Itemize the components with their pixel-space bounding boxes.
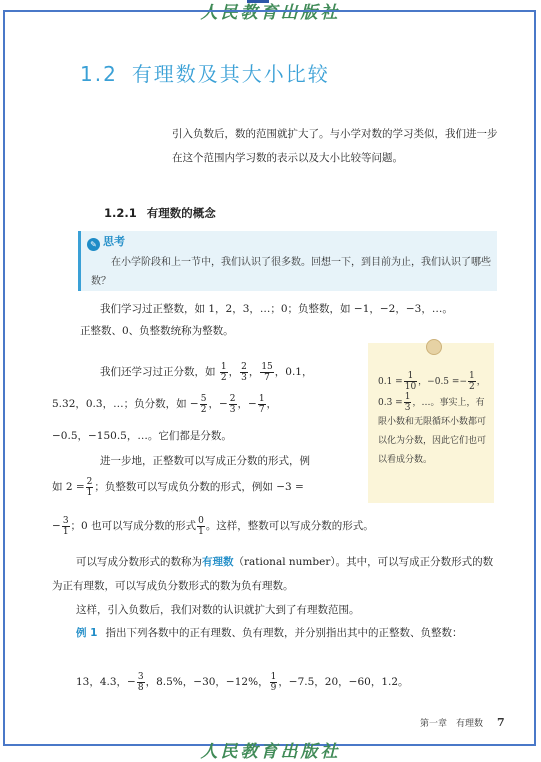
numerator: 1 [220, 361, 227, 372]
text-segment: 5.32，0.3̇，…；负分数，如 − [52, 398, 199, 410]
fraction-1-7-neg [258, 394, 266, 415]
think-label: 思考 [103, 235, 125, 248]
fraction-1-10 [404, 371, 417, 392]
text-segment: ，8.5%，−30，−12%， [145, 676, 269, 688]
conversion-line-2 [52, 474, 365, 500]
numerator: 0 [198, 515, 204, 526]
page-footer [420, 716, 505, 729]
text-segment: − [52, 520, 61, 532]
numerator: 5 [200, 393, 207, 404]
text-segment: ，…。事实上，有限小数和无限循环小数都可以化为分数，因此它们也可以看成分数。 [378, 398, 487, 465]
page-number: 7 [497, 716, 505, 729]
section-heading [104, 205, 216, 221]
denominator: 1 [86, 487, 93, 498]
fraction-2-3-neg [229, 394, 237, 415]
lightbulb-icon: ✎ [87, 238, 100, 251]
denominator: 7 [258, 404, 265, 415]
text-segment: 可以写成分数形式的数称为 [76, 556, 202, 568]
numerator: 3 [62, 515, 69, 526]
denominator: 3 [229, 404, 236, 415]
denominator: 7 [264, 372, 270, 383]
text-segment: − [459, 377, 467, 387]
fraction-1-9 [270, 672, 278, 693]
publisher-logo-bottom: 人民教育出版社 [200, 742, 341, 762]
example-number-list [76, 668, 501, 696]
chapter-number: 1.2 [80, 62, 118, 86]
text-segment: ，−0.5 = [418, 377, 460, 387]
fraction-15-7 [260, 362, 273, 383]
text-segment: ；负整数可以写成负分数的形式，例如 −3 = [94, 481, 304, 493]
fractions-line-1: 我们还学习过正分数，如 $\frac{1}{2}$ ， $\frac{2}{3}$ ， $\frac{15}{7}$ ，0.1， [100, 361, 313, 383]
text-segment: （rational number）。其中，可以写成正分数形式的数为正有理数，可以写成负分数形式的数为负有理数。 [52, 556, 494, 592]
text-segment: 我们还学习过正分数，如 [100, 366, 216, 378]
conversion-line-3 [52, 513, 502, 539]
text-segment: 0.1 = [378, 377, 403, 387]
fraction-1-2 [220, 362, 228, 383]
denominator: 2 [220, 372, 227, 383]
fraction-0-1 [197, 516, 205, 537]
section-title-text: 有理数的概念 [146, 206, 216, 220]
fraction-3-1 [62, 516, 70, 537]
fractions-paragraph [52, 356, 365, 452]
numerator: 2 [86, 476, 93, 487]
denominator: 3 [241, 372, 247, 383]
numerator: 3 [137, 671, 144, 682]
text-segment: 13，4.3，− [76, 676, 136, 688]
fraction-3-8 [137, 672, 145, 693]
extension-paragraph: 这样，引入负数后，我们对数的认识就扩大到了有理数范围。 [76, 604, 360, 616]
think-text: 在小学阶段和上一节中，我们认识了很多数。回想一下，到目前为止，我们认识了哪些数？ [91, 257, 491, 287]
chapter-title [80, 58, 330, 87]
fraction-2-1 [86, 477, 94, 498]
note-text [378, 371, 488, 470]
fractions-line-2: 5.32，0.3̇，…；负分数，如 − $\frac{5}{2}$ ，− $\frac{2}{3}$ ，− $\frac{1}{7}$ ， [52, 393, 278, 415]
publisher-logo-top: 人民教育出版社 [200, 3, 341, 23]
numerator: 15 [261, 361, 273, 372]
example-text: 指出下列各数中的正有理数、负有理数，并分别指出其中的正整数、负整数： [105, 627, 463, 639]
conversion-paragraph [52, 448, 365, 500]
example-label-text: 例 1 [76, 627, 98, 639]
text-segment: 。这样，整数可以写成分数的形式。 [205, 520, 374, 532]
text-segment: 如 2 = [52, 481, 85, 493]
text-segment: ，0.3̇ = [378, 377, 486, 408]
numerator: 1 [468, 371, 475, 381]
example-label [52, 627, 105, 639]
denominator: 8 [137, 682, 144, 693]
integers-line-1: 我们学习过正整数，如 1，2，3，…；0；负整数，如 −1，−2，−3，…。 [100, 303, 453, 315]
text-segment: ，0.1， [274, 366, 313, 378]
fraction-5-2 [200, 394, 208, 415]
conversion-line-1: 进一步地，正整数可以写成正分数的形式，例 [100, 455, 310, 467]
denominator: 9 [270, 682, 277, 693]
denominator: 2 [468, 382, 475, 392]
denominator: 10 [404, 382, 417, 392]
fractions-line-3: −0.5，−150.5，…。它们都是分数。 [52, 430, 232, 442]
chapter-title-text: 有理数及其大小比较 [131, 62, 330, 86]
think-box [78, 231, 497, 291]
footer-chapter: 第一章 有理数 [420, 719, 484, 729]
section-number: 1.2.1 [104, 206, 137, 220]
denominator: 2 [200, 404, 207, 415]
fraction-1-2-note [468, 371, 476, 392]
numerator: 1 [404, 371, 417, 382]
example-1 [52, 622, 502, 645]
text-segment: ；0 也可以写成分数的形式 [70, 520, 197, 532]
numerator: 2 [229, 393, 236, 404]
fraction-2-3 [240, 362, 248, 383]
integers-paragraph [80, 298, 500, 342]
pushpin-icon [426, 339, 442, 355]
fraction-1-3-note [404, 392, 412, 413]
denominator: 1 [62, 526, 69, 537]
numerator: 1 [404, 392, 411, 402]
term-rational-number: 有理数 [202, 556, 234, 568]
text-segment: ，−7.5，20，−60，1.2̇。 [278, 676, 409, 688]
sticky-note [368, 343, 494, 503]
intro-paragraph: 引入负数后，数的范围就扩大了。与小学对数的学习类似，我们进一步在这个范围内学习数的表示以及大小比较等问题。 [172, 128, 498, 164]
think-header [87, 233, 125, 251]
numerator: 2 [241, 361, 247, 372]
numerator: 1 [258, 393, 265, 404]
numerator: 1 [270, 671, 277, 682]
denominator: 3 [404, 403, 411, 413]
rational-definition-paragraph [52, 550, 502, 598]
denominator: 1 [198, 526, 204, 537]
integers-line-2: 正整数、0、负整数统称为整数。 [80, 325, 234, 337]
